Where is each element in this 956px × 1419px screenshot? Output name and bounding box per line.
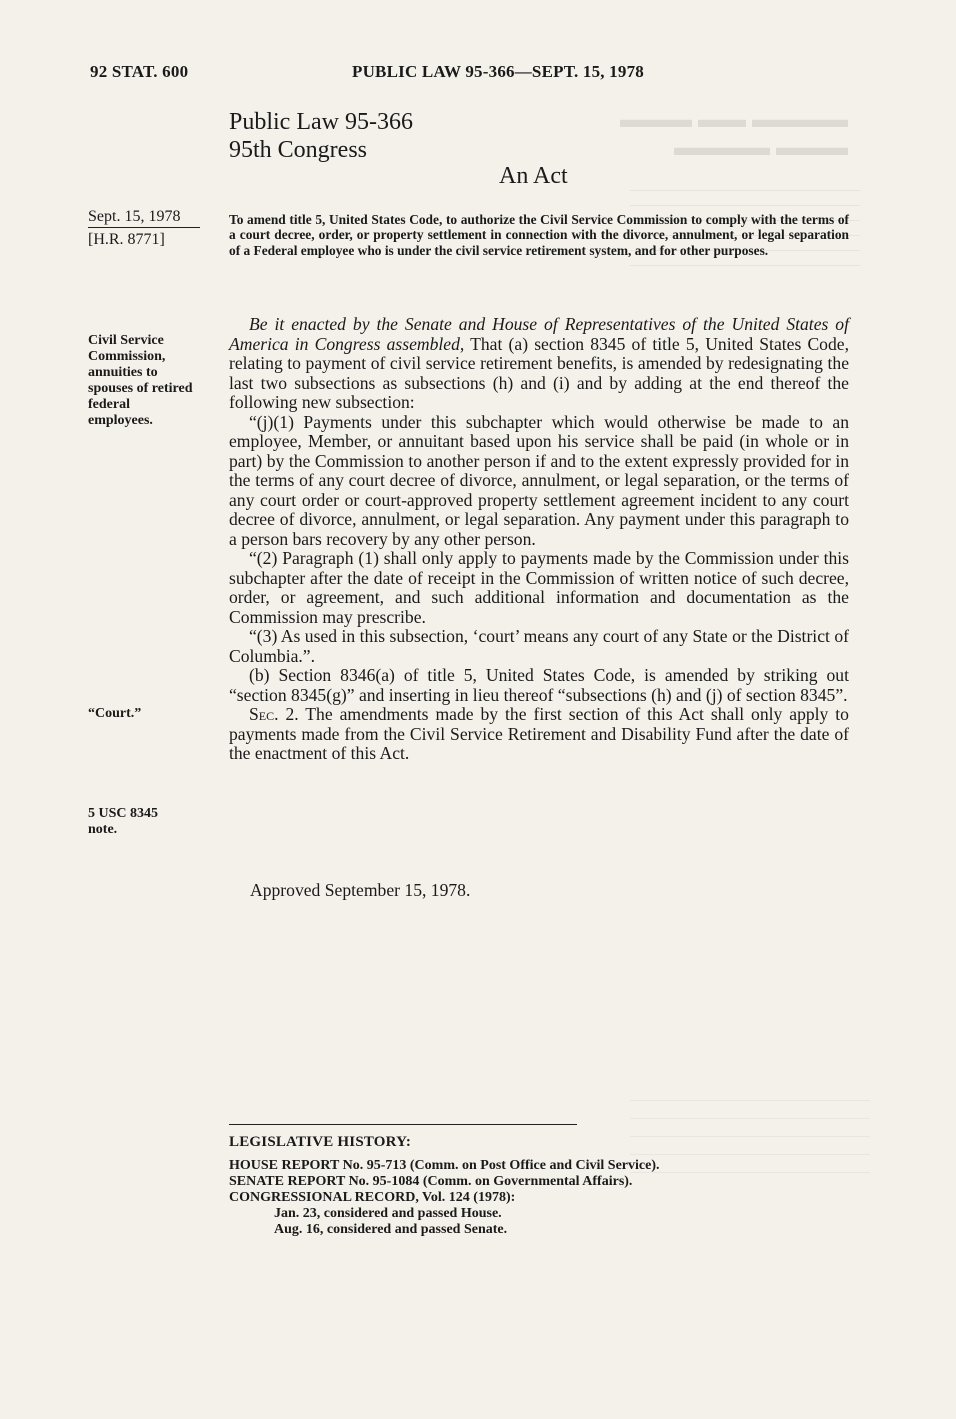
subject-line: employees.: [88, 413, 153, 428]
subject-line: spouses of retired: [88, 381, 193, 396]
section-1a-paragraph: [229, 315, 849, 413]
section-2-paragraph: [229, 705, 849, 764]
show-through-text: ▬▬▬▬ ▬▬ ▬▬▬ ▬▬▬ ▬▬▬▬: [620, 107, 848, 161]
section-1b: (b) Section 8346(a) of title 5, United States Code, is amended by striking out “section 8345(g)” and inserting in lieu thereof “subsections (h) and (j) of section 8345”.: [229, 665, 849, 705]
act-body: [229, 315, 849, 764]
stat-page-number: 92 STAT. 600: [90, 62, 189, 81]
subject-line: Civil Service: [88, 333, 164, 348]
margin-note-subject: [88, 333, 218, 429]
law-title-block: [229, 108, 413, 164]
legislative-history: [229, 1134, 849, 1238]
public-law-number: Public Law 95-366: [229, 109, 413, 135]
section-2-text: The amendments made by the first section of this Act shall only apply to payments made from the Civil Service Retirement and Disability Fund after the date of the enactment of this Act.: [229, 704, 849, 763]
subsection-j3: “(3) As used in this subsection, ‘court’ means any court of any State or the District of Columbia.”.: [229, 626, 849, 666]
senate-action: Aug. 16, considered and passed Senate.: [274, 1222, 508, 1237]
congressional-record: CONGRESSIONAL RECORD, Vol. 124 (1978):: [229, 1190, 516, 1205]
section-1a-text: That (a) section 8345 of title 5, United States Code, relating to payment of civil service retirement benefits, is amended by redesignating the last two subsections as subsections (h) and (i) and by adding at the end thereof the following new subsection:: [229, 333, 849, 412]
subject-line: federal: [88, 397, 130, 412]
approval-date: Approved September 15, 1978.: [250, 880, 471, 900]
house-action: Jan. 23, considered and passed House.: [274, 1206, 502, 1221]
divider-rule: [229, 1124, 577, 1125]
purpose-clause: To amend title 5, United States Code, to authorize the Civil Service Commission to comply with the terms of a court decree, order, or property settlement in connection with the divorce, annulment, or legal separation of a Federal employee who is under the civil service retirement system, and for other purposes.: [229, 212, 849, 258]
margin-note-date: [88, 209, 218, 248]
congress-number: 95th Congress: [229, 137, 367, 163]
usc-note: note.: [88, 822, 118, 837]
margin-note-usc: [88, 806, 218, 838]
usc-citation: 5 USC 8345: [88, 806, 159, 821]
subject-line: Commission,: [88, 349, 166, 364]
running-title: PUBLIC LAW 95-366—SEPT. 15, 1978: [352, 62, 644, 81]
margin-note-court: “Court.”: [88, 706, 142, 721]
legislative-history-title: LEGISLATIVE HISTORY:: [229, 1134, 412, 1150]
subject-line: annuities to: [88, 365, 158, 380]
bill-number: [H.R. 8771]: [88, 231, 165, 248]
act-heading: An Act: [499, 163, 568, 189]
enacting-clause: Be it enacted by the Senate and House of Representatives of the United States of America in Congress assembled,: [229, 314, 849, 354]
house-report: HOUSE REPORT No. 95-713 (Comm. on Post Office and Civil Service).: [229, 1158, 660, 1173]
subsection-j1: “(j)(1) Payments under this subchapter which would otherwise be made to an employee, Member, or annuitant based upon his service shall be paid (in whole or in part) by the Commission to another person if and to the extent expressly provided for in the terms of any court decree of divorce, annulment, or legal separation, or the terms of any court order or court-approved property settlement agreement incident to any court decree of divorce, annulment, or legal separation. Any payment under this paragraph to a person bars recovery by any other person.: [229, 411, 849, 549]
senate-report: SENATE REPORT No. 95-1084 (Comm. on Governmental Affairs).: [229, 1174, 633, 1189]
subsection-j2: “(2) Paragraph (1) shall only apply to payments made by the Commission under this subchapter after the date of receipt in the Commission of written notice of such decree, order, or agreement, and such additional information and documentation as the Commission may prescribe.: [229, 548, 849, 627]
enactment-date: Sept. 15, 1978: [88, 209, 200, 228]
section-2-label: Sec. 2.: [249, 704, 299, 724]
